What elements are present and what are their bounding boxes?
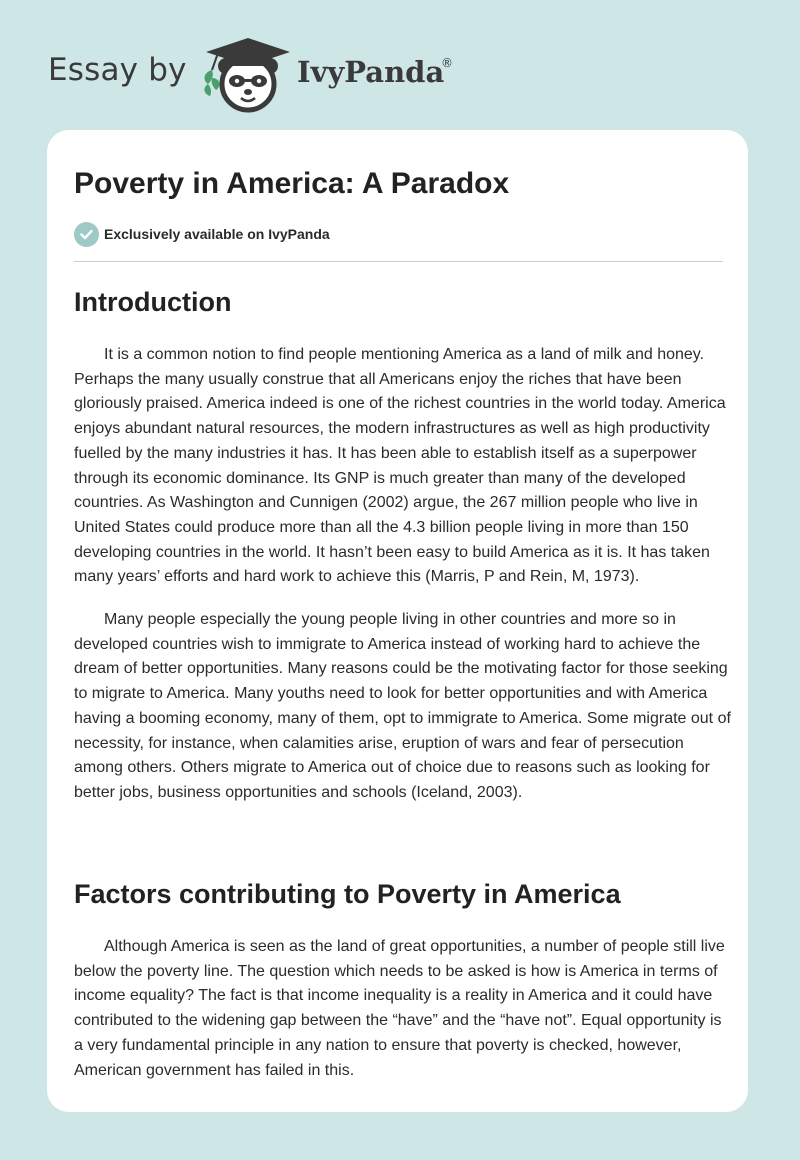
brand-name[interactable]: IvyPanda: [297, 55, 445, 89]
exclusive-badge: [74, 221, 330, 247]
exclusive-label: Exclusively available on IvyPanda: [104, 226, 330, 242]
essay-by-label: Essay by: [48, 52, 187, 88]
paragraph: It is a common notion to find people mentioning America as a land of milk and honey. Perhaps the many usually construe that all Americans enjoy the riches that have been gloriously praised. America indeed is one of the richest countries in the world today. America enjoys abundant natural resources, the modern infrastructures as well as high productivity fuelled by the many industries it has. It has been able to establish itself as a superpower through its economic dominance. Its GNP is much greater than many of the developed countries. As Washington and Cunnigen (2002) argue, the 267 million people who live in United States could produce more than all the 4.3 billion people living in more than 150 developing countries in the world. It hasn’t been easy to build America as it is. It has taken many years’ efforts and hard work to achieve this (Marris, P and Rein, M, 1973).: [74, 346, 726, 586]
paragraph: Although America is seen as the land of great opportunities, a number of people still live below the poverty line. The question which needs to be asked is how is America in terms of income equality? The fact is that income inequality is a reality in America and it could have contributed to the widening gap between the “have” and the “have not”. Equal opportunity is a very fundamental principle in any nation to ensure that poverty is checked, however, American government has failed in this.: [74, 938, 725, 1079]
site-header: [0, 0, 800, 130]
registered-mark: ®: [441, 56, 453, 70]
check-icon: [74, 222, 99, 247]
section-heading-introduction: Introduction: [74, 287, 232, 317]
panda-logo-icon[interactable]: [200, 36, 296, 114]
section-heading-factors: Factors contributing to Poverty in America: [74, 879, 621, 909]
title-divider: [74, 261, 723, 262]
paragraph: Many people especially the young people living in other countries and more so in developed countries wish to immigrate to America instead of working hard to achieve the dream of better opportunities. Many reasons could be the motivating factor for those seeking to migrate to America. Many youths need to look for better opportunities and with America having a booming economy, many of them, opt to immigrate to America. Some migrate out of necessity, for instance, when calamities arise, eruption of wars and fear of persecution among others. Others migrate to America out of choice due to reasons such as looking for better jobs, business opportunities and schools (Iceland, 2003).: [74, 611, 731, 801]
article-card: [47, 130, 748, 1112]
page-title: Poverty in America: A Paradox: [74, 167, 510, 200]
